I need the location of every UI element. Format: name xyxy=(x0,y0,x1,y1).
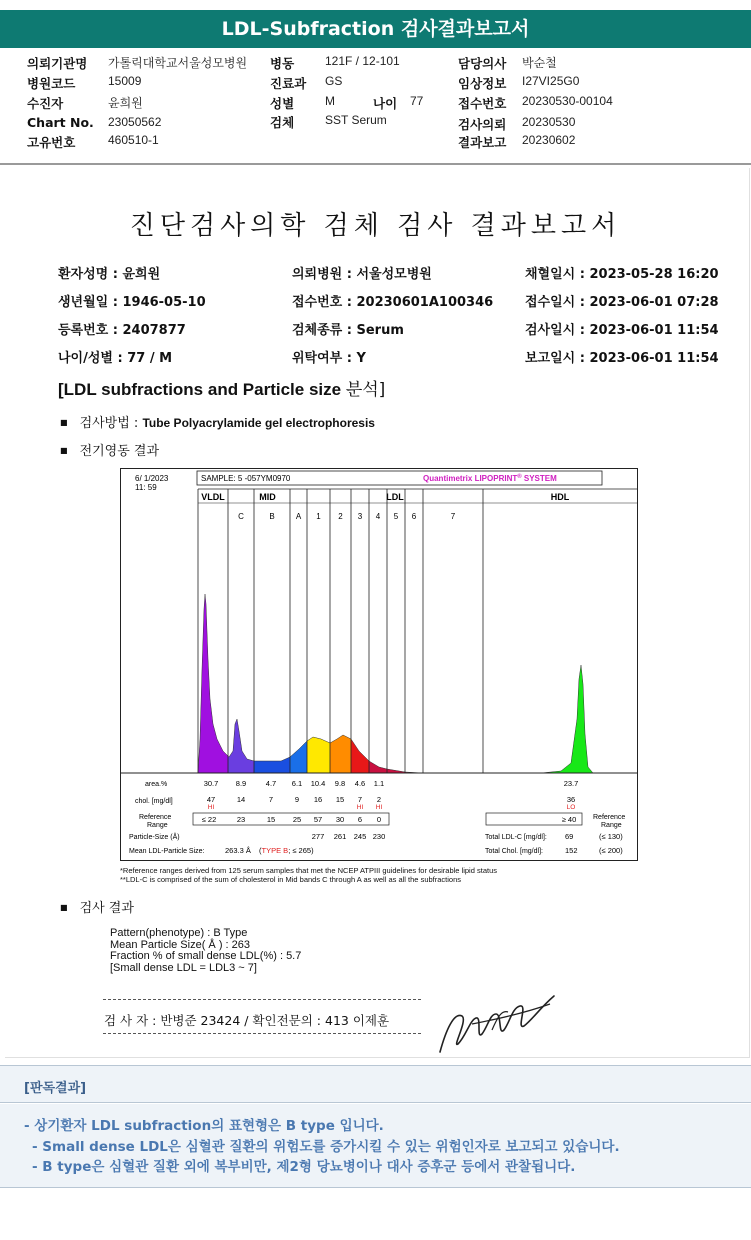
judgement-line-2: - Small dense LDL은 심혈관 질환의 위험도를 증가시킬 수 있는 위험인자로 보고되고 있습니다. xyxy=(32,1139,620,1155)
signoff-top-rule xyxy=(103,999,421,1000)
band-label-c: C xyxy=(238,512,244,521)
ward-value: 121F / 12-101 xyxy=(325,54,400,68)
report-date-label: 결과보고 xyxy=(458,135,507,150)
total-ldl-ref: (≤ 130) xyxy=(599,832,623,841)
band-label-5: 5 xyxy=(393,512,399,521)
section-heading-kr: 분석] xyxy=(345,380,386,400)
report-title-bar: LDL-Subfraction 검사결과보고서 xyxy=(0,10,751,48)
doctor-label: 담당의사 xyxy=(458,56,507,71)
unique-value: 460510-1 xyxy=(108,133,159,147)
specimen-label: 검체 xyxy=(270,115,295,130)
request-value: 20230530 xyxy=(522,115,576,129)
chart-date: 6/ 1/2023 xyxy=(135,474,169,483)
report-datetime: 보고일시 : 2023-06-01 11:54 xyxy=(525,351,719,366)
signoff-bottom-rule xyxy=(103,1033,421,1034)
chol-value-7: 2 xyxy=(376,795,382,804)
doctor-value: 박순철 xyxy=(522,56,557,70)
clinical-value: I27VI25G0 xyxy=(522,74,580,88)
receipt-datetime: 접수일시 : 2023-06-01 07:28 xyxy=(525,295,719,310)
consignment: 위탁여부 : Y xyxy=(292,351,366,366)
particle-size-0: 277 xyxy=(311,832,325,841)
dept-value: GS xyxy=(325,74,343,88)
brand-label: Quantimetrix LIPOPRINT® SYSTEM xyxy=(423,474,557,483)
reception-number: 접수번호 : 20230601A100346 xyxy=(292,295,494,310)
row-label-ref-right-1: Reference xyxy=(593,814,626,821)
birth-date: 생년월일 : 1946-05-10 xyxy=(58,295,206,310)
sex-value: M xyxy=(325,94,335,108)
result-summary xyxy=(110,928,301,974)
band-label-3: 3 xyxy=(357,512,363,521)
footnote-2: **LDL-C is comprised of the sum of cholesterol in Mid bands C through A as well as all the subfractions xyxy=(120,875,462,884)
group-label-mid: MID xyxy=(259,492,276,502)
clinical-label: 임상정보 xyxy=(458,76,507,91)
result-mean-size: Mean Particle Size( Å ) : 263 xyxy=(110,938,251,951)
band-label-4: 4 xyxy=(375,512,381,521)
unique-label: 고유번호 xyxy=(27,135,76,150)
specimen-value: SST Serum xyxy=(325,113,387,127)
chol-value-8: 36 xyxy=(566,795,576,804)
lipoprint-chart xyxy=(120,468,638,861)
particle-size-1: 261 xyxy=(333,832,347,841)
flag-8: LO xyxy=(566,804,576,811)
result-heading: ■ 검사 결과 xyxy=(60,897,134,916)
judgement-line-3: - B type은 심혈관 질환 외에 복부비만, 제2형 당뇨병이나 대사 증후군 등에서 관찰됩니다. xyxy=(32,1159,576,1175)
reference-value-6: 6 xyxy=(357,815,363,824)
mean-size-value: 263.3 Å xyxy=(225,846,251,855)
band-label-b: B xyxy=(269,512,275,521)
band-label-2: 2 xyxy=(338,512,343,521)
method-line xyxy=(60,412,375,431)
method-value: Tube Polyacrylamide gel electrophoresis xyxy=(142,416,375,430)
area-value-2: 4.7 xyxy=(265,779,277,788)
chol-value-3: 9 xyxy=(294,795,300,804)
reference-value-0: ≤ 22 xyxy=(201,815,217,824)
reference-value-5: 30 xyxy=(335,815,345,824)
total-chol-ref: (≤ 200) xyxy=(599,846,623,855)
request-label: 검사의뢰 xyxy=(458,117,507,132)
area-value-3: 6.1 xyxy=(291,779,303,788)
reference-value-4: 57 xyxy=(313,815,323,824)
group-label-vldl: VLDL xyxy=(201,492,225,502)
band-dividers xyxy=(198,489,637,773)
flag-7: HI xyxy=(375,804,383,811)
method-label: 검사방법 : xyxy=(79,416,143,431)
band-label-7: 7 xyxy=(450,512,456,521)
signature-flourish xyxy=(472,1004,550,1024)
row-label-mean-size: Mean LDL-Particle Size: xyxy=(129,848,205,855)
reception-value: 20230530-00104 xyxy=(522,94,613,108)
flag-6: HI xyxy=(356,804,364,811)
examinee-label: 수진자 xyxy=(27,96,64,111)
signature-image xyxy=(432,990,562,1058)
section-heading-en: [LDL subfractions and Particle size xyxy=(58,380,346,399)
region-mid-a xyxy=(198,594,637,773)
region-ldl4 xyxy=(198,594,637,773)
judgement-header xyxy=(0,1065,751,1103)
chart-footnotes xyxy=(120,866,497,884)
chol-value-4: 16 xyxy=(313,795,323,804)
sample-id: SAMPLE: 5 -057YM0970 xyxy=(201,474,291,483)
reference-value-7: 0 xyxy=(376,815,382,824)
document-title: 진단검사의학 검체 검사 결과보고서 xyxy=(129,211,622,241)
band-label-1: 1 xyxy=(316,512,321,521)
results-table xyxy=(129,779,625,855)
age-sex: 나이/성별 : 77 / M xyxy=(58,351,173,366)
lipoprint-chart-svg xyxy=(121,469,637,860)
header-divider xyxy=(0,163,751,165)
flag-0: HI xyxy=(207,804,215,811)
chol-value-2: 7 xyxy=(268,795,274,804)
chart-no-label: Chart No. xyxy=(27,115,94,130)
row-label-ref-2: Range xyxy=(147,822,168,829)
code-label: 병원코드 xyxy=(27,76,76,91)
group-label-hdl: HDL xyxy=(550,492,570,502)
type-label: TYPE B xyxy=(261,846,289,855)
area-value-0: 30.7 xyxy=(203,779,219,788)
group-label-ldl: LDL xyxy=(386,492,404,502)
section-heading xyxy=(58,375,385,400)
reference-value-8: ≥ 40 xyxy=(561,815,577,824)
region-mid-b xyxy=(198,594,637,773)
row-label-ref-1: Reference xyxy=(139,814,172,821)
region-ldl1 xyxy=(198,594,637,773)
reference-value-1: 23 xyxy=(236,815,246,824)
hospital-value: 가톨릭대학교서울성모병원 xyxy=(108,56,248,70)
total-ldl-value: 69 xyxy=(565,832,574,841)
age-value: 77 xyxy=(410,94,424,108)
total-ldl-label: Total LDL-C [mg/dl]: xyxy=(485,834,547,841)
chart-time: 11: 59 xyxy=(135,483,157,492)
result-fraction: Fraction % of small dense LDL(%) : 5.7 xyxy=(110,950,302,962)
region-mid-c xyxy=(198,594,637,773)
total-chol-value: 152 xyxy=(565,846,578,855)
band-headers xyxy=(201,492,569,521)
type-annotation: (TYPE B; ≤ 265) xyxy=(259,846,314,855)
dept-label: 진료과 xyxy=(270,76,307,91)
chol-value-6: 7 xyxy=(357,795,363,804)
area-value-7: 1.1 xyxy=(373,779,385,788)
total-chol-label: Total Chol. [mg/dl]: xyxy=(485,848,543,855)
requesting-hospital: 의뢰병원 : 서울성모병원 xyxy=(292,267,432,282)
area-value-5: 9.8 xyxy=(334,779,346,788)
result-phenotype: Pattern(phenotype) : B Type xyxy=(110,927,248,939)
area-value-4: 10.4 xyxy=(310,779,326,788)
curve-outline xyxy=(198,594,637,773)
region-ldl3 xyxy=(198,594,637,773)
region-vldl xyxy=(198,594,637,773)
region-hdl xyxy=(198,594,637,773)
chol-value-1: 14 xyxy=(236,795,246,804)
signature-stroke xyxy=(440,996,554,1052)
age-label: 나이 xyxy=(373,96,398,111)
band-label-6: 6 xyxy=(411,512,417,521)
footnote-1: *Reference ranges derived from 125 serum samples that met the NCEP ATPIII guidelines for desirable lipid status xyxy=(120,866,497,875)
examinee-value: 윤희원 xyxy=(108,96,143,110)
particle-size-3: 230 xyxy=(372,832,386,841)
row-label-ref-right-2: Range xyxy=(601,822,622,829)
reception-label: 접수번호 xyxy=(458,96,507,111)
area-value-6: 4.6 xyxy=(354,779,366,788)
row-label-area: area.% xyxy=(145,781,168,788)
specimen-type: 검체종류 : Serum xyxy=(292,323,404,338)
reference-value-3: 25 xyxy=(292,815,302,824)
sex-label: 성별 xyxy=(270,96,295,111)
judgement-title: [판독결과] xyxy=(24,1081,87,1096)
area-value-1: 8.9 xyxy=(235,779,247,788)
particle-size-2: 245 xyxy=(353,832,367,841)
test-datetime: 검사일시 : 2023-06-01 11:54 xyxy=(525,323,719,338)
header-info xyxy=(0,54,751,154)
judgement-body xyxy=(0,1104,751,1188)
chart-no-value: 23050562 xyxy=(108,115,162,129)
row-label-particle-size: Particle-Size (Å) xyxy=(129,834,180,841)
ward-label: 병동 xyxy=(270,56,295,71)
patient-name: 환자성명 : 윤희원 xyxy=(58,267,161,282)
reference-value-2: 15 xyxy=(266,815,276,824)
chol-value-0: 47 xyxy=(206,795,216,804)
signoff-text: 검 사 자 : 반병준 23424 / 확인전문의 : 413 이제훈 xyxy=(104,1013,390,1028)
code-value: 15009 xyxy=(108,74,142,88)
electrophoresis-heading: ■ 전기영동 결과 xyxy=(60,440,159,459)
collection-datetime: 채혈일시 : 2023-05-28 16:20 xyxy=(525,267,719,282)
area-value-8: 23.7 xyxy=(563,779,579,788)
electropherogram-curve xyxy=(198,594,637,773)
chol-value-5: 15 xyxy=(335,795,345,804)
result-definition: [Small dense LDL = LDL3 ~ 7] xyxy=(110,961,257,974)
registration-number: 등록번호 : 2407877 xyxy=(58,323,186,338)
region-ldl2 xyxy=(198,594,637,773)
hospital-label: 의뢰기관명 xyxy=(27,56,88,71)
row-label-chol: chol. [mg/dl] xyxy=(135,798,173,805)
report-date-value: 20230602 xyxy=(522,133,576,147)
band-label-a: A xyxy=(295,512,302,521)
judgement-line-1: - 상기환자 LDL subfraction의 표현형은 B type 입니다. xyxy=(24,1118,384,1134)
